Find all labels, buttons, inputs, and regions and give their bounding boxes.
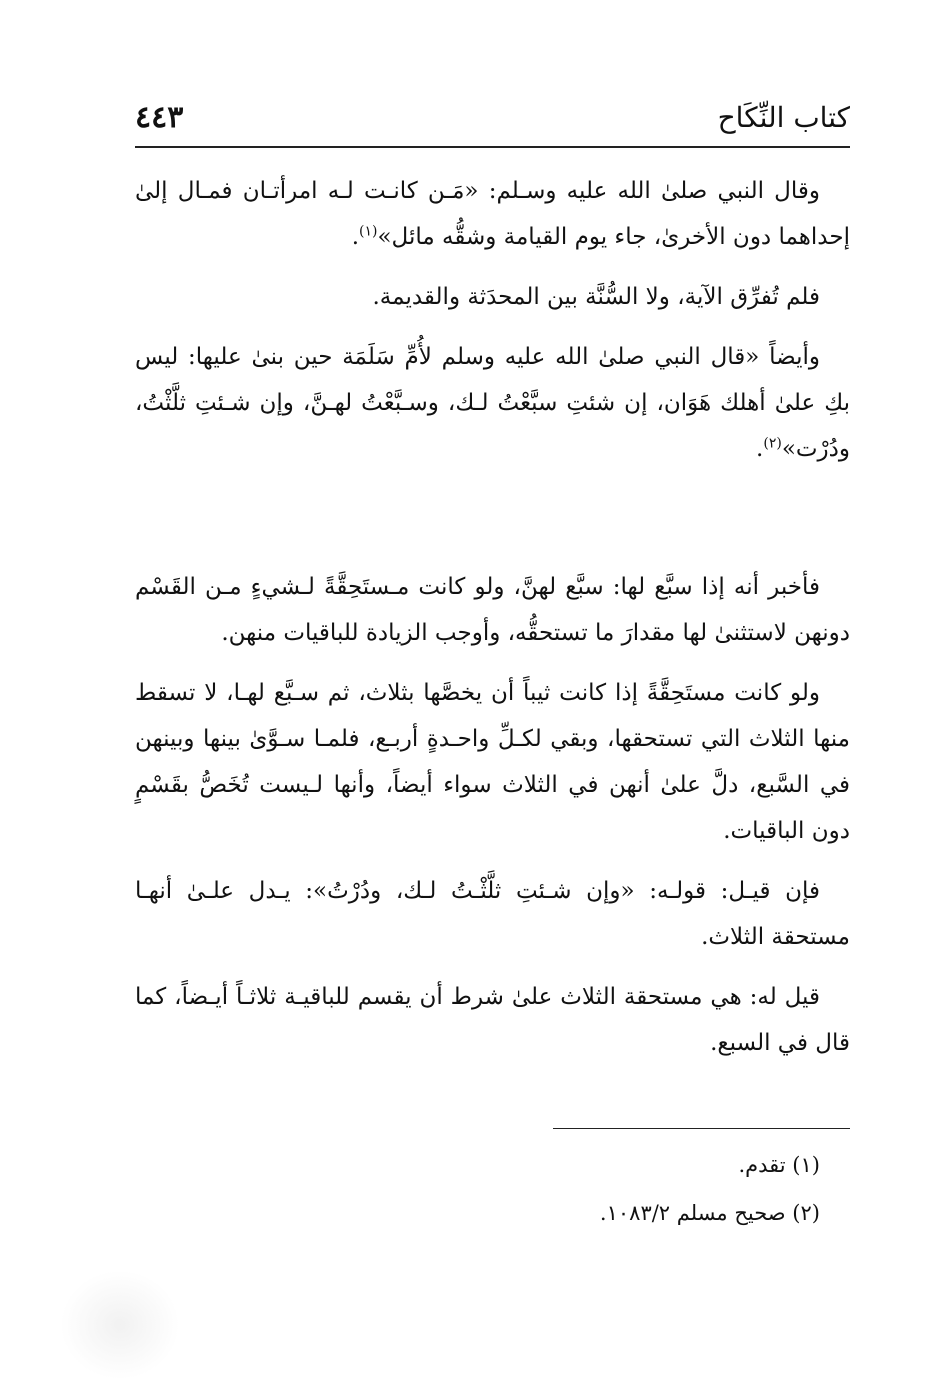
main-text: [135, 168, 850, 1080]
paragraph-1: [135, 168, 850, 260]
paragraph-7: قيل له: هي مستحقة الثلاث علىٰ شرط أن يقسم للباقيـة ثلاثـاً أيـضاً، كما قال في السبع.: [135, 984, 850, 1056]
paragraph-3-end: .: [756, 436, 764, 462]
footnotes: [135, 1143, 820, 1239]
page-number: ٤٤٣: [135, 100, 184, 135]
paragraph-1-end: .: [351, 224, 359, 250]
paragraph-3-text: وأيضاً «قال النبي صلىٰ الله عليه وسلم لأُمِّ سَلَمَة حين بنىٰ عليها: ليس بكِ علىٰ أهلك هَوَان، إن شئتِ سبَّعْتُ لـك، وسـبَّعْتُ لهـنَّ، وإن شـئتِ ثلَّثْتُ، ودُرْت»: [135, 344, 850, 462]
paragraph-2: فلم تُفرِّق الآية، ولا السُّنَّة بين المحدَثة والقديمة.: [372, 284, 820, 310]
footnote-ref-1[interactable]: (١): [359, 223, 378, 240]
paragraph-5: ولو كانت مستَحِقَّةً إذا كانت ثيباً أن يخصَّها بثلاث، ثم سـبَّع لهـا، لا تسقط منها الثلاث التي تستحقها، وبقي لكـلِّ واحـدةٍ أربـع، فلمـا سـوَّىٰ بينها وبينهن في السَّبع، دلَّ علىٰ أنهن في الثلاث سواء أيضاً، وأنها لـيست تُخَصُّ بقَسْمٍ دون الباقيات.: [135, 680, 850, 844]
footnote-2: (٢) صحيح مسلم ١٠٨٣/٢.: [599, 1201, 820, 1225]
footnote-ref-2[interactable]: (٢): [763, 435, 782, 452]
paragraph-6: فإن قيـل: قولـه: «وإن شـئتِ ثلَّثْـتُ لـك، ودُرْتُ»: يـدل علـىٰ أنهـا مستحقة الثلاث.: [135, 878, 850, 950]
header-rule: [135, 146, 850, 148]
footnote-rule: [553, 1128, 850, 1129]
paragraph-3: [135, 334, 850, 472]
paragraph-1-text: وقال النبي صلىٰ الله عليه وسـلم: «مَـن كانـت لـه امرأتـان فمـال إلىٰ إحداهما دون الأخرىٰ، جاء يوم القيامة وشقُّه مائل»: [135, 178, 850, 250]
scan-smudge: [60, 1270, 180, 1380]
running-title: كتاب النِّكَاح: [717, 101, 850, 134]
paragraph-4: فأخبر أنه إذا سبَّع لها: سبَّع لهنَّ، ولو كانت مـستَحِقَّةً لـشيءٍ مـن القَسْم دونهن لاستثنىٰ لها مقدارَ ما تستحقُّه، وأوجب الزيادة للباقيات منهن.: [135, 574, 850, 646]
page-header: [135, 96, 850, 146]
footnote-1: (١) تقدم.: [738, 1153, 820, 1177]
